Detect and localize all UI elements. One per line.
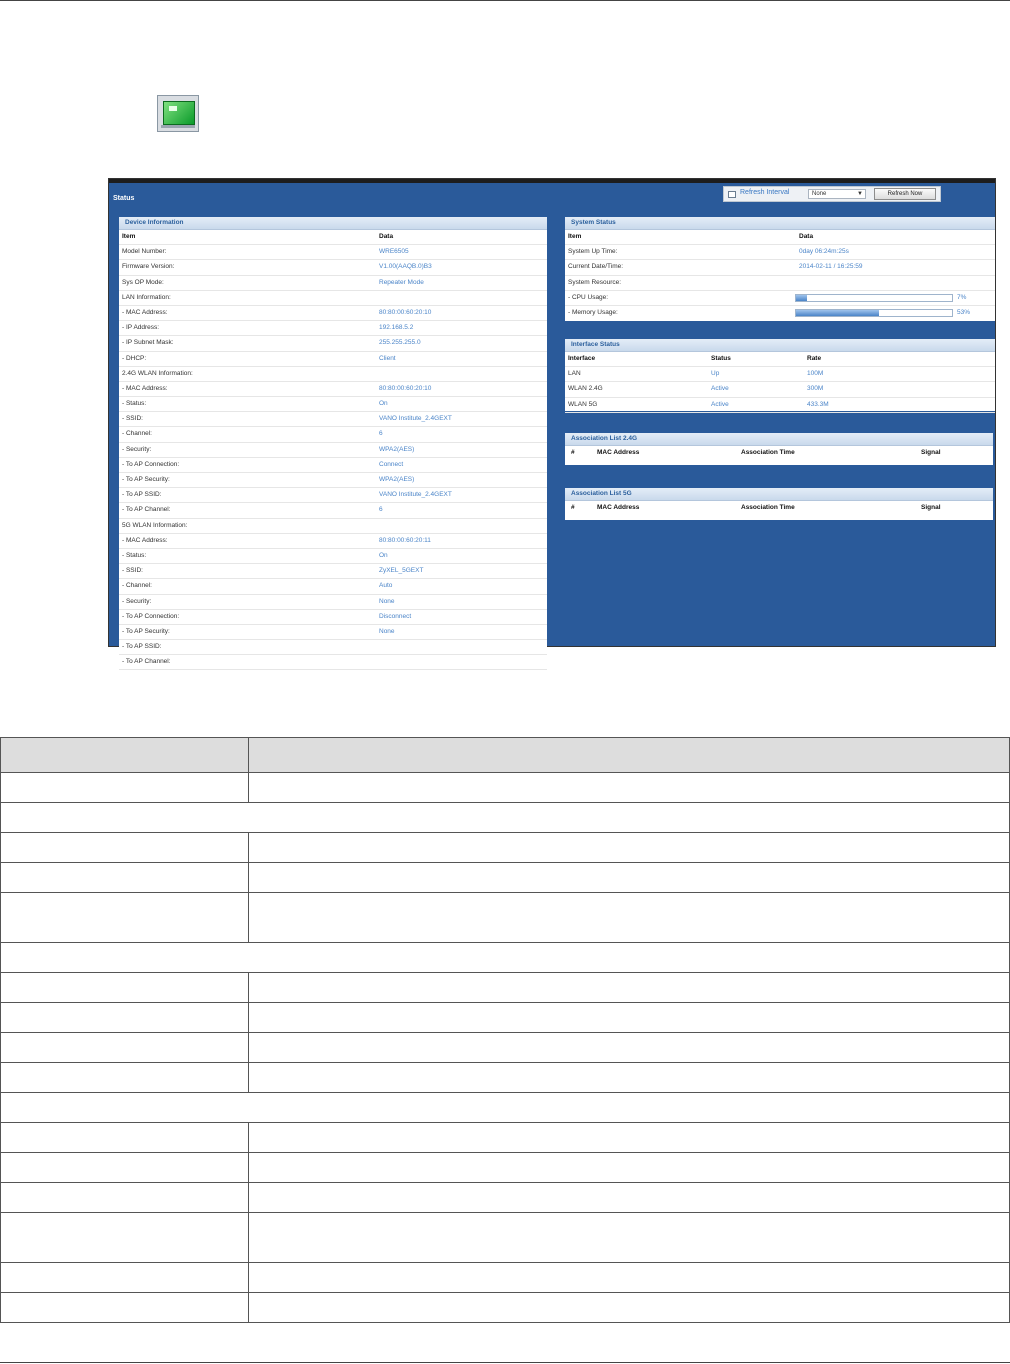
table-cell: [249, 1033, 1010, 1063]
table-row: [1, 1063, 1010, 1093]
device-info-data: 80:80:00:60:20:11: [379, 536, 431, 544]
device-info-row: [119, 397, 547, 412]
table-cell: [249, 1153, 1010, 1183]
device-info-row: [119, 655, 547, 670]
table-cell: [249, 1123, 1010, 1153]
monitor-screen-icon: [163, 101, 195, 125]
device-info-item: - To AP SSID:: [122, 491, 162, 499]
device-info-data: 6: [379, 506, 383, 514]
interface-status-header-row: [565, 352, 995, 367]
current-date-time-row: [565, 260, 995, 275]
table-cell: [1, 803, 1010, 833]
device-info-data: 80:80:00:60:20:10: [379, 308, 432, 316]
col-rate-header: Rate: [807, 355, 822, 362]
table-cell: [249, 773, 1010, 803]
table-cell: [1, 973, 249, 1003]
status-title: Status: [113, 195, 135, 202]
cpu-usage-label: - CPU Usage:: [568, 293, 609, 301]
table-row: [1, 893, 1010, 943]
device-info-data: VANO Institute_2.4GEXT: [379, 415, 452, 423]
interface-name: WLAN 5G: [568, 400, 598, 408]
table-row: [1, 833, 1010, 863]
device-info-data: Auto: [379, 582, 393, 590]
device-info-item: - Security:: [122, 445, 152, 453]
device-info-item: - IP Address:: [122, 324, 160, 332]
device-info-data: WPA2(AES): [379, 476, 415, 483]
table-section-row: [1, 803, 1010, 833]
table-cell: [249, 893, 1010, 943]
system-resource-row: [565, 276, 995, 291]
table-cell: [249, 973, 1010, 1003]
association-list-5g-panel: [565, 488, 993, 520]
current-date-time-value: 2014-02-11 / 16:25:59: [799, 263, 863, 271]
device-info-data: ZyXEL_5GEXT: [379, 567, 424, 575]
memory-usage-label: - Memory Usage:: [568, 308, 618, 316]
device-info-data: Repeater Mode: [379, 278, 424, 286]
device-info-data: On: [379, 400, 388, 408]
device-info-data: None: [379, 627, 395, 635]
device-info-item: - Channel:: [122, 582, 152, 590]
table-cell: [1, 863, 249, 893]
interface-name: LAN: [568, 370, 581, 378]
interface-rate: 433.3M: [807, 400, 829, 408]
table-row: [1, 1003, 1010, 1033]
association-list-24g-heading: Association List 2.4G: [565, 433, 993, 446]
refresh-interval-icon: [728, 191, 736, 198]
device-info-item: - Status:: [122, 551, 147, 559]
refresh-interval-value: None: [812, 191, 827, 197]
interface-status-panel: [565, 339, 995, 411]
device-info-item: LAN Information:: [122, 293, 171, 301]
col-mac-address-header: MAC Address: [597, 449, 640, 456]
device-info-item: Model Number:: [122, 248, 167, 256]
interface-row: [565, 382, 995, 397]
device-info-item: - MAC Address:: [122, 536, 168, 544]
col-mac-address-header: MAC Address: [597, 504, 640, 511]
device-info-row: [119, 564, 547, 579]
system-up-time-value: 0day 06:24m:25s: [799, 248, 849, 256]
device-info-data: Client: [379, 354, 396, 362]
table-cell: [1, 1063, 249, 1093]
col-item-header: Item: [568, 233, 582, 240]
device-info-row: [119, 443, 547, 458]
table-row: [1, 1263, 1010, 1293]
device-info-item: Firmware Version:: [122, 263, 175, 271]
interface-rate: 300M: [807, 385, 824, 393]
system-status-header-row: [565, 230, 995, 245]
interface-status-heading: Interface Status: [565, 339, 995, 352]
table-cell: [1, 738, 249, 773]
device-info-item: Sys OP Mode:: [122, 278, 164, 286]
system-status-heading: System Status: [565, 217, 995, 230]
bottom-rule: [0, 1362, 1010, 1363]
device-info-row: [119, 549, 547, 564]
memory-usage-row: [565, 306, 995, 320]
table-row: [1, 863, 1010, 893]
memory-usage-fill: [796, 310, 879, 316]
device-info-item: - SSID:: [122, 415, 143, 423]
cpu-usage-percent: 7%: [957, 293, 967, 301]
interface-status: Active: [711, 400, 729, 408]
device-info-item: - IP Subnet Mask:: [122, 339, 174, 347]
memory-usage-bar: [795, 309, 953, 317]
table-row: [1, 1293, 1010, 1323]
interface-row: [565, 367, 995, 382]
col-signal-header: Signal: [921, 504, 941, 511]
device-info-data: None: [379, 597, 395, 605]
table-cell: [1, 1003, 249, 1033]
device-info-data: On: [379, 551, 388, 559]
table-section-row: [1, 943, 1010, 973]
device-info-row: [119, 260, 547, 275]
system-resource-label: System Resource:: [568, 278, 622, 286]
col-data-header: Data: [799, 233, 814, 240]
table-cell: [1, 1183, 249, 1213]
refresh-interval-label: Refresh Interval: [740, 189, 790, 196]
monitor-base: [161, 125, 195, 128]
device-info-row: [119, 595, 547, 610]
status-monitor-icon[interactable]: [157, 95, 199, 132]
status-screenshot: [108, 178, 996, 666]
device-info-item: - To AP Channel:: [122, 658, 171, 666]
device-info-item: 2.4G WLAN Information:: [122, 369, 193, 377]
refresh-now-button[interactable]: Refresh Now: [874, 188, 936, 200]
device-info-data: 6: [379, 430, 383, 438]
col-status-header: Status: [711, 355, 731, 362]
table-cell: [249, 863, 1010, 893]
association-list-5g-heading: Association List 5G: [565, 488, 993, 501]
device-info-item: - To AP Connection:: [122, 460, 180, 468]
interface-status: Active: [711, 385, 729, 393]
interface-name: WLAN 2.4G: [568, 385, 603, 393]
table-cell: [1, 773, 249, 803]
dropdown-arrow-icon: ▼: [857, 191, 863, 197]
device-info-item: - To AP SSID:: [122, 643, 162, 651]
cpu-usage-fill: [796, 295, 807, 301]
table-cell: [1, 1213, 249, 1263]
window-top-border: [109, 179, 995, 183]
table-row: [1, 1183, 1010, 1213]
table-cell: [1, 1033, 249, 1063]
table-cell: [1, 1293, 249, 1323]
association-24g-header-row: [565, 446, 993, 460]
table-cell: [1, 1093, 1010, 1123]
device-info-item: - Channel:: [122, 430, 152, 438]
interface-row: [565, 398, 995, 413]
device-information-rows: [119, 245, 547, 670]
device-info-data: 255.255.255.0: [379, 339, 421, 347]
table-cell: [1, 1123, 249, 1153]
device-info-row: [119, 579, 547, 594]
col-association-time-header: Association Time: [741, 504, 795, 511]
device-info-row: [119, 245, 547, 260]
device-info-row: [119, 519, 547, 534]
refresh-interval-select[interactable]: [808, 189, 866, 199]
device-info-data: V1.00(AAQB.0)B3: [379, 263, 432, 271]
device-info-row: [119, 321, 547, 336]
device-info-item: - MAC Address:: [122, 308, 168, 316]
cpu-usage-row: [565, 291, 995, 306]
device-information-panel: [119, 217, 547, 666]
device-info-row: [119, 534, 547, 549]
device-info-row: [119, 276, 547, 291]
table-cell: [1, 943, 1010, 973]
col-interface-header: Interface: [568, 355, 596, 362]
device-info-row: [119, 503, 547, 518]
device-info-data: Connect: [379, 460, 404, 468]
table-row: [1, 1153, 1010, 1183]
table-section-row: [1, 1093, 1010, 1123]
table-row: [1, 973, 1010, 1003]
device-info-row: [119, 367, 547, 382]
col-association-time-header: Association Time: [741, 449, 795, 456]
association-5g-header-row: [565, 501, 993, 515]
table-cell: [249, 1063, 1010, 1093]
table-cell: [249, 1183, 1010, 1213]
cpu-usage-bar: [795, 294, 953, 302]
device-info-item: - To AP Channel:: [122, 506, 171, 514]
table-row: [1, 1033, 1010, 1063]
table-cell: [249, 1293, 1010, 1323]
device-info-item: - Status:: [122, 400, 147, 408]
col-number-header: #: [571, 449, 575, 456]
device-info-item: 5G WLAN Information:: [122, 521, 188, 529]
device-info-row: [119, 625, 547, 640]
table-cell: [249, 1003, 1010, 1033]
table-row: [1, 773, 1010, 803]
top-rule: [0, 0, 1010, 1]
table-cell: [249, 833, 1010, 863]
device-info-row: [119, 458, 547, 473]
table-cell: [249, 1263, 1010, 1293]
association-list-24g-panel: [565, 433, 993, 465]
system-up-time-label: System Up Time:: [568, 248, 618, 256]
device-info-data: WPA2(AES): [379, 445, 415, 453]
device-info-row: [119, 473, 547, 488]
col-number-header: #: [571, 504, 575, 511]
description-table: [0, 737, 1010, 1323]
table-row: [1, 1123, 1010, 1153]
interface-status-rows: [565, 367, 995, 413]
system-status-panel: [565, 217, 995, 321]
refresh-bar: [723, 186, 941, 202]
device-info-item: - To AP Security:: [122, 476, 170, 483]
device-info-data: 192.168.5.2: [379, 324, 414, 332]
table-row: [1, 1213, 1010, 1263]
device-info-item: - DHCP:: [122, 354, 147, 362]
device-info-row: [119, 291, 547, 306]
col-data-header: Data: [379, 233, 394, 240]
device-info-item: - MAC Address:: [122, 384, 168, 392]
device-info-data: Disconnect: [379, 612, 412, 620]
interface-rate: 100M: [807, 370, 824, 378]
device-info-item: - Security:: [122, 597, 152, 605]
table-header-row: [1, 738, 1010, 773]
system-up-time-row: [565, 245, 995, 260]
device-info-item: - To AP Security:: [122, 627, 170, 635]
col-signal-header: Signal: [921, 449, 941, 456]
device-info-data: 80:80:00:60:20:10: [379, 384, 432, 392]
device-information-header-row: [119, 230, 547, 245]
table-cell: [1, 833, 249, 863]
device-information-heading: Device Information: [119, 217, 547, 230]
col-item-header: Item: [122, 233, 136, 240]
device-info-row: [119, 382, 547, 397]
device-info-row: [119, 336, 547, 351]
device-info-row: [119, 352, 547, 367]
memory-usage-percent: 53%: [957, 308, 971, 316]
table-cell: [1, 1263, 249, 1293]
current-date-time-label: Current Date/Time:: [568, 263, 624, 271]
device-info-item: - SSID:: [122, 567, 143, 575]
device-info-row: [119, 488, 547, 503]
device-info-row: [119, 640, 547, 655]
device-info-row: [119, 412, 547, 427]
table-cell: [1, 893, 249, 943]
table-cell: [249, 738, 1010, 773]
table-cell: [249, 1213, 1010, 1263]
device-info-row: [119, 306, 547, 321]
device-info-row: [119, 610, 547, 625]
device-info-item: - To AP Connection:: [122, 612, 180, 620]
interface-status: Up: [711, 370, 720, 378]
device-info-data: WRE6505: [379, 248, 409, 256]
device-info-row: [119, 427, 547, 442]
device-info-data: VANO Institute_2.4GEXT: [379, 491, 452, 499]
table-cell: [1, 1153, 249, 1183]
